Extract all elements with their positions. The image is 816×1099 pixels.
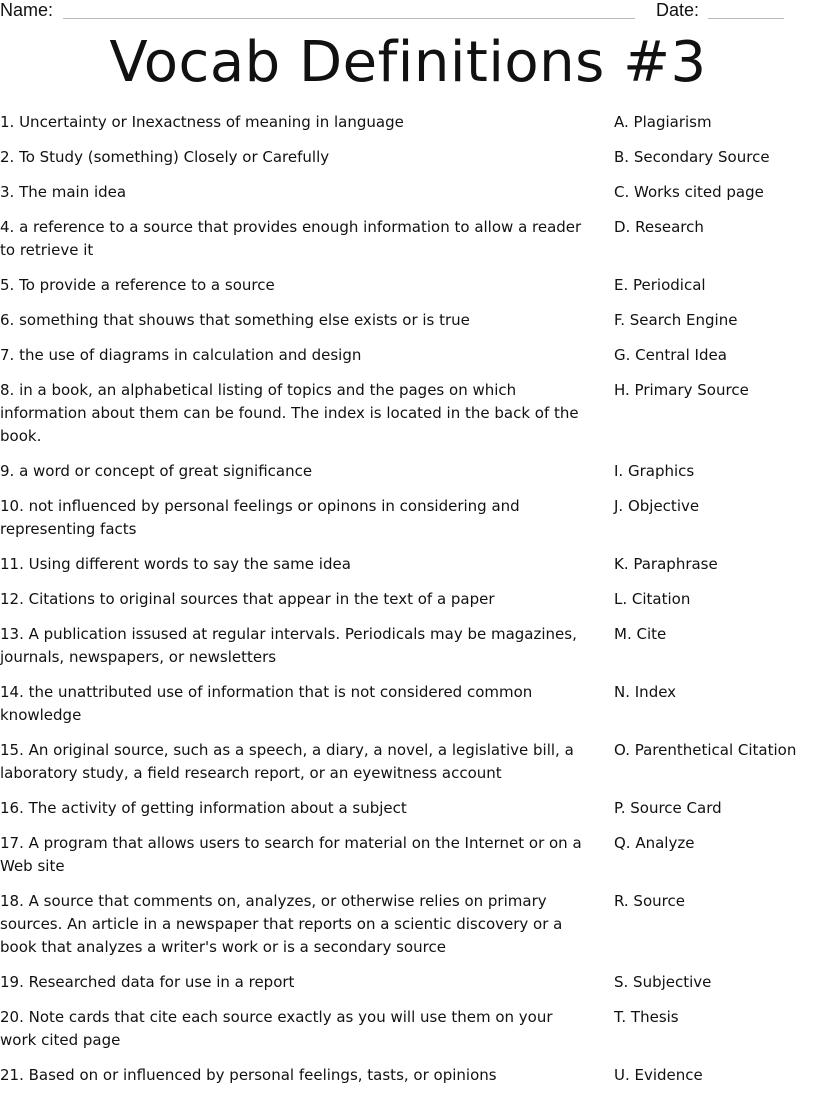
definition-text: 10. not influenced by personal feelings or opinons in considering and representing facts [0,497,520,538]
list-item [0,495,816,541]
date-blank-line [708,18,784,19]
definition-text: 20. Note cards that cite each source exactly as you will use them on your work cited page [0,1008,553,1049]
definition-text: 7. the use of diagrams in calculation and design [0,346,362,364]
definition-text: 15. An original source, such as a speech, a diary, a novel, a legislative bill, a laboratory study, a field research report, or an eyewitness account [0,741,574,782]
list-item [0,1064,816,1087]
term-option: L. Citation [614,590,691,608]
list-item [0,216,816,262]
list-item [0,111,816,134]
list-item [0,344,816,367]
list-item [0,797,816,820]
term-option: A. Plagiarism [614,113,712,131]
list-item [0,309,816,332]
term-option: E. Periodical [614,276,706,294]
term-option: J. Objective [614,497,700,515]
definition-text: 16. The activity of getting information about a subject [0,799,407,817]
definition-text: 14. the unattributed use of information that is not considered common knowledge [0,683,533,724]
definition-text: 9. a word or concept of great significance [0,462,313,480]
term-option: H. Primary Source [614,381,749,399]
definition-text: 18. A source that comments on, analyzes, or otherwise relies on primary sources. An article in a newspaper that reports on a scientic discovery or a book that analyzes a writer's work or is a secondary source [0,892,563,956]
list-item [0,739,816,785]
list-item [0,588,816,611]
list-item [0,274,816,297]
term-option: P. Source Card [614,799,722,817]
term-option: I. Graphics [614,462,695,480]
definition-text: 4. a reference to a source that provides enough information to allow a reader to retrieve it [0,218,582,259]
name-label: Name: [0,0,54,20]
term-option: B. Secondary Source [614,148,770,166]
list-item [0,832,816,878]
term-option: D. Research [614,218,704,236]
list-item [0,681,816,727]
term-option: O. Parenthetical Citation [614,741,797,759]
definition-text: 12. Citations to original sources that appear in the text of a paper [0,590,495,608]
definition-text: 5. To provide a reference to a source [0,276,275,294]
term-option: F. Search Engine [614,311,738,329]
term-option: K. Paraphrase [614,555,718,573]
list-item [0,379,816,448]
term-option: S. Subjective [614,973,712,991]
term-option: U. Evidence [614,1066,703,1084]
list-item [0,623,816,669]
definition-text: 6. something that shouws that something else exists or is true [0,311,470,329]
term-option: G. Central Idea [614,346,727,364]
date-label: Date: [656,0,700,20]
term-option: C. Works cited page [614,183,764,201]
worksheet-title: Vocab Definitions #3 [109,30,707,95]
definition-text: 8. in a book, an alphabetical listing of topics and the pages on which information about them can be found. The index is located in the back of the book. [0,381,579,445]
definition-text: 11. Using different words to say the same idea [0,555,351,573]
list-item [0,971,816,994]
list-item [0,460,816,483]
term-option: T. Thesis [614,1008,679,1026]
list-item [0,553,816,576]
list-item [0,1006,816,1052]
term-option: R. Source [614,892,685,910]
header-row [0,0,816,24]
list-item [0,890,816,959]
definition-text: 1. Uncertainty or Inexactness of meaning in language [0,113,404,131]
definition-text: 3. The main idea [0,183,127,201]
definition-text: 19. Researched data for use in a report [0,973,295,991]
list-item [0,181,816,204]
term-option: M. Cite [614,625,667,643]
list-item [0,146,816,169]
name-blank-line [63,18,635,19]
definition-text: 13. A publication issused at regular intervals. Periodicals may be magazines, journals, newspapers, or newsletters [0,625,577,666]
definition-text: 2. To Study (something) Closely or Carefully [0,148,330,166]
term-option: Q. Analyze [614,834,695,852]
definition-text: 21. Based on or influenced by personal feelings, tasts, or opinions [0,1066,497,1084]
matching-list [0,111,816,1099]
term-option: N. Index [614,683,677,701]
definition-text: 17. A program that allows users to search for material on the Internet or on a Web site [0,834,582,875]
